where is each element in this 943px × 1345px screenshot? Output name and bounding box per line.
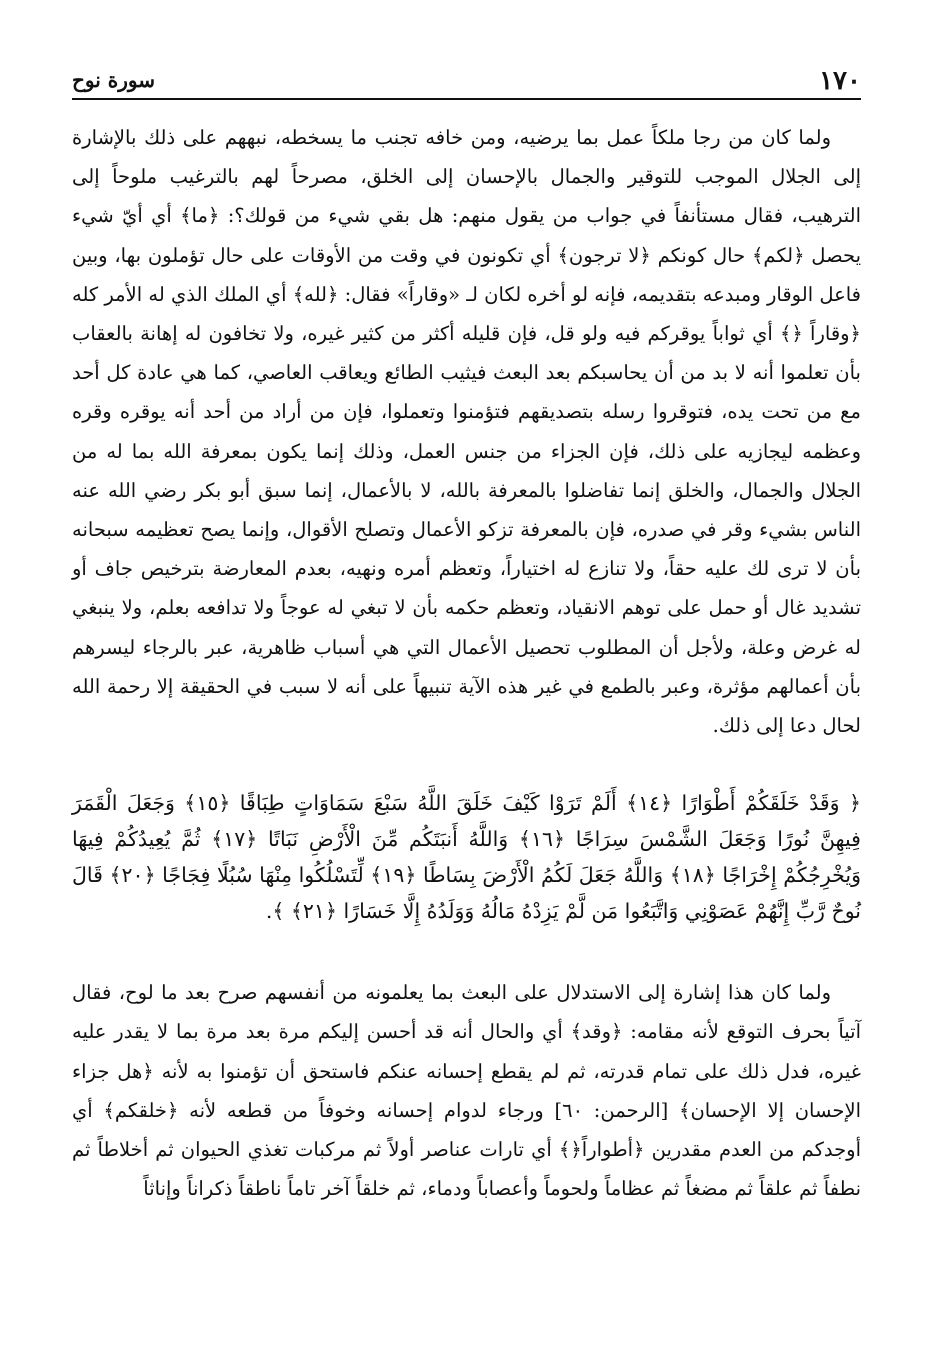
- quran-verses-block: ﴿ وَقَدْ خَلَقَكُمْ أَطْوَارًا ﴿١٤﴾ أَلَمْ تَرَوْا كَيْفَ خَلَقَ اللَّهُ سَبْعَ سَمَاوَاتٍ طِبَاقًا ﴿١٥﴾ وَجَعَلَ الْقَمَرَ فِيهِنَّ نُورًا وَجَعَلَ الشَّمْسَ سِرَاجًا ﴿١٦﴾ وَاللَّهُ أَنبَتَكُم مِّنَ الْأَرْضِ نَبَاتًا ﴿١٧﴾ ثُمَّ يُعِيدُكُمْ فِيهَا وَيُخْرِجُكُمْ إِخْرَاجًا ﴿١٨﴾ وَاللَّهُ جَعَلَ لَكُمُ الْأَرْضَ بِسَاطًا ﴿١٩﴾ لِّتَسْلُكُوا مِنْهَا سُبُلًا فِجَاجًا ﴿٢٠﴾ قَالَ نُوحٌ رَّبِّ إِنَّهُمْ عَصَوْنِي وَاتَّبَعُوا مَن لَّمْ يَزِدْهُ مَالُهُ وَوَلَدُهُ إِلَّا خَسَارًا ﴿٢١﴾ ﴾.: [72, 791, 862, 924]
- page-header: [72, 64, 861, 100]
- surah-title: سورة نوح: [72, 68, 155, 92]
- commentary-paragraph-1: ولما كان من رجا ملكاً عمل بما يرضيه، ومن خافه تجنب ما يسخطه، نبههم على ذلك بالإشارة إلى الجلال الموجب للتوقير والجمال بالإحسان إلى الخلق، مصرحاً لهم بالترغيب ملوحاً إلى الترهيب، فقال مستأنفاً في جواب من يقول منهم: هل بقي شيء من قولك؟: ﴿ما﴾ أي أيّ شيء يحصل ﴿لكم﴾ حال كونكم ﴿لا ترجون﴾ أي تكونون في وقت من الأوقات على حال تؤملون بها، وبين فاعل الوقار ومبدعه بتقديمه، فإنه لو أخره لكان لـ «وقاراً» فقال: ﴿لله﴾ أي الملك الذي له الأمر كله ﴿وقاراً ﴿﴾ أي ثواباً يوقركم فيه ولو قل، فإن قليله أكثر من كثير غيره، ولا تخافون له إهانة بالعقاب بأن تعلموا أنه لا بد من أن يحاسبكم بعد البعث فيثيب الطائع ويعاقب العاصي، كما هي عادة كل أحد مع من تحت يده، فتوقروا رسله بتصديقهم فتؤمنوا وتعملوا، فإن من أراد من أحد أنه يوقره وقره وعظمه ليجازيه على ذلك، فإن الجزاء من جنس العمل، وذلك إنما يكون بمعرفة الله بما له من الجلال والجمال، والخلق إنما تفاضلوا بالمعرفة بالله، لا بالأعمال، إنما سبق أبو بكر رضي الله عنه الناس بشيء وقر في صدره، فإن بالمعرفة تزكو الأعمال وتصلح الأقوال، وإنما يصح تعظيمه سبحانه بأن لا ترى لك عليه حقاً، ولا تنازع له اختياراً، وتعظم أمره ونهيه، بعدم المعارضة بترخيص جاف أو تشديد غال أو حمل على توهم الانقياد، وتعظم حكمه بأن لا تبغي له عوجاً ولا تدافعه بعلم، ولا ينبغي له غرض وعلة، ولأجل أن المطلوب تحصيل الأعمال التي هي أسباب ظاهرية، عبر بالرجاء ليسرهم بأن أعمالهم مؤثرة، وعبر بالطمع في غير هذه الآية تنبيهاً على أنه لا سبب في الحقيقة إلا رحمة الله لحال دعا إلى ذلك.: [72, 126, 861, 738]
- commentary-paragraph-2: ولما كان هذا إشارة إلى الاستدلال على البعث بما يعلمونه من أنفسهم صرح بعد ما لوح، فقال آتياً بحرف التوقع لأنه مقامه: ﴿وقد﴾ أي والحال أنه قد أحسن إليكم مرة بعد مرة بما لا يقدر عليه غيره، فدل ذلك على تمام قدرته، ثم لم يقطع إحسانه عنكم فاستحق أن تؤمنوا به لأنه ﴿هل جزاء الإحسان إلا الإحسان﴾ [الرحمن: ٦٠] ورجاء لدوام إحسانه وخوفاً من قطعه لأنه ﴿خلقكم﴾ أي أوجدكم من العدم مقدرين ﴿أطواراً﴿﴾ أي تارات عناصر أولاً ثم مركبات تغذي الحيوان ثم أخلاطاً ثم نطفاً ثم علقاً ثم مضغاً ثم عظاماً ولحوماً وأعصاباً ودماء، ثم خلقاً آخر تاماً ناطقاً ذكراناً وإناثاً: [72, 981, 861, 1201]
- page-number: ١٧٠: [819, 66, 861, 96]
- page-body: [72, 118, 861, 1208]
